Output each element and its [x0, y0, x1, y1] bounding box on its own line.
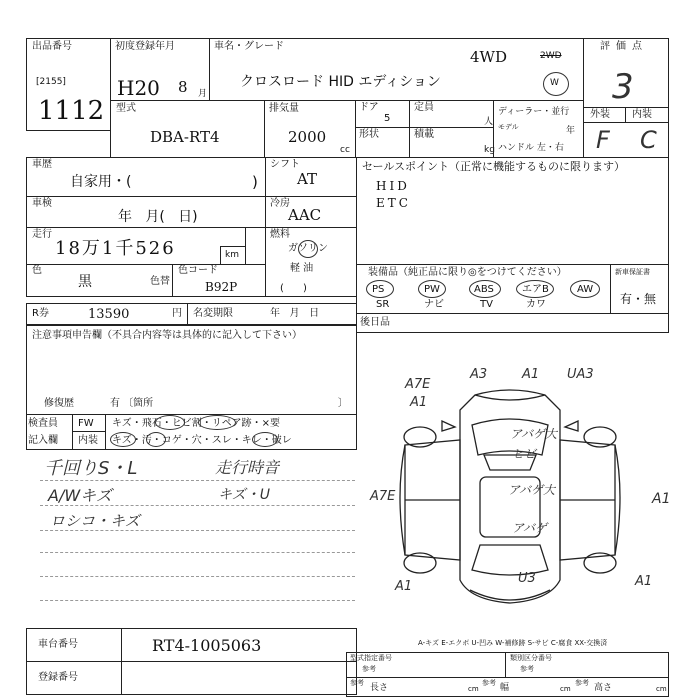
- crack-circle: [198, 415, 236, 430]
- equip-navi: ナビ: [424, 299, 444, 310]
- check-line-2: キズ・汚・コゲ・穴・スレ・キレ・破レ: [112, 435, 292, 446]
- registration-year: H20: [117, 76, 160, 100]
- recycle-label: R券: [32, 308, 49, 319]
- equip-ps: PS: [372, 284, 385, 295]
- length-unit: cm: [468, 685, 479, 693]
- chassis-value: RT4-1005063: [152, 636, 262, 655]
- notes-label: 注意事項申告欄（不具合内容等は具体的に記入して下さい）: [32, 330, 302, 341]
- equip-pw: PW: [424, 284, 440, 295]
- diagram-mark-6: アバゲ大: [510, 427, 558, 441]
- diagram-mark-12: A1: [395, 579, 413, 594]
- repair-close: 〕: [338, 398, 348, 409]
- dealer-model-year: モデル: [498, 123, 519, 131]
- load-unit: kg: [484, 145, 495, 155]
- note-line-2b: キズ・U: [218, 487, 270, 503]
- displacement-value: 2000: [288, 128, 327, 146]
- evaluation-score: 3: [612, 67, 634, 107]
- diagram-mark-4: UA3: [567, 367, 594, 382]
- model-name: クロスロード HID エディション: [240, 74, 441, 90]
- lot-sub-code: [2155]: [36, 77, 66, 87]
- note-line-3a: ロシコ・キズ: [50, 512, 140, 530]
- diagram-mark-7: ヒビ: [512, 447, 537, 461]
- drive-circle-mark: W: [550, 78, 559, 88]
- length-ref: 参考: [350, 679, 364, 687]
- history-value: 自家用・(: [70, 174, 132, 190]
- color-label: 色: [32, 265, 42, 276]
- diagram-mark-10: アバゲ: [512, 521, 548, 535]
- check-line-1: キズ・飛石・ヒビ割・リペア跡・×要: [112, 418, 280, 429]
- history-label: 車歴: [32, 159, 52, 170]
- sales-points-cell: [356, 157, 669, 265]
- width-ref: 参考: [482, 679, 496, 687]
- interior-scratch-circle: [110, 432, 136, 447]
- note-dash-6: [40, 600, 355, 601]
- fuel-gasoline: ガソリン: [288, 243, 328, 254]
- note-dash-2: [40, 505, 355, 506]
- diagram-mark-11: A1: [652, 491, 671, 507]
- evaluation-int-grade: C: [640, 126, 657, 154]
- equip-airbag: エアB: [522, 284, 549, 295]
- equip-ps-circle: [366, 280, 394, 298]
- fuel-parens: ( ): [280, 283, 307, 294]
- doors-value: 5: [384, 113, 391, 124]
- shift-value: AT: [297, 170, 318, 188]
- height-ref: 参考: [575, 679, 589, 687]
- capacity-unit: 人: [484, 117, 494, 127]
- note-dash-4: [40, 552, 355, 553]
- equip-abs-circle: [469, 280, 501, 298]
- interior-wear-circle: [252, 432, 278, 447]
- fuel-diesel: 軽 油: [290, 263, 314, 274]
- evaluation-label: 評価点: [600, 41, 648, 52]
- model-code-label: 型式: [116, 103, 136, 114]
- registration-label: 初度登録年月: [115, 41, 175, 52]
- equip-abs: ABS: [474, 284, 494, 295]
- note-line-2a: A/Wキズ: [48, 486, 112, 505]
- color-code-value: B92P: [205, 280, 238, 294]
- load-label: 積載: [414, 129, 434, 140]
- chassis-label: 車台番号: [38, 639, 78, 650]
- rear-seat-cell: [356, 313, 669, 333]
- lot-label: 出品番号: [32, 41, 72, 52]
- dealer-label: ディーラー・並行: [498, 107, 570, 117]
- mileage-unit: km: [225, 250, 239, 260]
- shape-label: 形状: [359, 129, 379, 140]
- mileage-value: 18万1千526: [55, 238, 176, 259]
- model-code-value: DBA-RT4: [150, 128, 220, 146]
- color-value: 黒: [78, 274, 92, 290]
- fuel-gasoline-circle: [298, 240, 318, 258]
- note-dash-5: [40, 576, 355, 577]
- note-line-1a: 千回りS・L: [44, 458, 138, 479]
- inspection-value: 年 月( 日): [118, 209, 198, 225]
- equip-tv: TV: [480, 299, 493, 310]
- fw-label: FW: [78, 418, 94, 429]
- model-grade-label: 車名・グレード: [214, 41, 284, 52]
- registration-month-unit: 月: [198, 89, 208, 99]
- sales-point-2: ETC: [376, 196, 411, 210]
- new-warranty-value: 有・無: [620, 292, 657, 306]
- recycle-unit: 円: [172, 308, 182, 319]
- diagram-mark-5: A1: [410, 395, 428, 410]
- color-change-label: 色替: [150, 276, 170, 287]
- new-warranty-label: 新車保証書: [615, 268, 650, 276]
- equip-pw-circle: [418, 280, 446, 298]
- sales-point-1: HID: [376, 179, 410, 193]
- length-label: 長さ: [370, 683, 389, 693]
- capacity-label: 定員: [414, 102, 434, 113]
- equip-airbag-circle: [516, 280, 554, 298]
- aircon-value: AAC: [288, 206, 322, 224]
- color-code-label: 色コード: [178, 265, 218, 276]
- diagram-mark-9: アバゲ大: [508, 483, 556, 497]
- history-close: ): [252, 173, 258, 191]
- sales-points-label: セールスポイント（正常に機能するものに限ります）: [362, 160, 626, 173]
- chip-circle: [155, 415, 185, 430]
- rear-seat-label: 後日品: [360, 317, 390, 328]
- history-cell: [26, 157, 266, 197]
- dealer-year-unit: 年: [566, 126, 576, 136]
- evaluation-ext-label: 外装: [590, 109, 610, 120]
- inspection-label: 車検: [32, 198, 52, 209]
- fuel-label: 燃料: [270, 229, 290, 240]
- diagram-mark-13: U3: [518, 571, 536, 586]
- type-designation-ref: 参考: [362, 665, 376, 673]
- inspector-label: 検査員: [28, 418, 58, 429]
- class-label: 類別区分番号: [510, 654, 552, 662]
- aircon-label: 冷房: [270, 198, 290, 209]
- displacement-label: 排気量: [269, 103, 299, 114]
- recycle-value: 13590: [88, 307, 130, 322]
- equip-sr: SR: [376, 299, 390, 310]
- doors-label: ドア: [359, 102, 379, 113]
- note-line-1b: 走行時音: [215, 458, 280, 477]
- width-label: 幅: [500, 683, 510, 693]
- repair-label: 修復歴: [44, 398, 74, 409]
- equip-aw-circle: [570, 280, 600, 298]
- diagram-mark-1: A7E: [405, 377, 431, 392]
- equipment-label: 装備品（純正品に限り◎をつけてください）: [368, 267, 567, 278]
- type-designation-label: 型式指定番号: [350, 654, 392, 662]
- writer-label: 記入欄: [28, 435, 58, 446]
- shift-label: シフト: [270, 159, 300, 170]
- evaluation-int-label: 内装: [632, 109, 652, 120]
- height-unit: cm: [656, 685, 667, 693]
- name-change-value: 年 月 日: [270, 308, 320, 319]
- diagram-mark-2: A3: [470, 367, 488, 382]
- car-damage-diagram: [380, 385, 640, 615]
- registration-month: 8: [178, 78, 188, 96]
- equip-aw: AW: [577, 284, 594, 295]
- name-change-label: 名変期限: [193, 308, 233, 319]
- diagram-mark-14: A1: [635, 574, 653, 589]
- drive-type: 4WD: [470, 48, 507, 66]
- repair-value: 有 〔箇所: [110, 398, 154, 409]
- note-dash-1: [40, 480, 355, 481]
- height-label: 高さ: [594, 683, 613, 693]
- interior-label: 内装: [78, 435, 98, 446]
- mileage-label: 走行: [32, 229, 52, 240]
- note-dash-3: [40, 530, 355, 531]
- reg-number-label: 登録番号: [38, 672, 78, 683]
- width-unit: cm: [560, 685, 571, 693]
- diagram-mark-8: A7E: [370, 489, 396, 504]
- dealer-handle: ハンドル 左・右: [498, 143, 564, 153]
- lot-number: 1112: [38, 96, 105, 126]
- drive-alt: 2WD: [540, 51, 562, 61]
- interior-stain-circle: [146, 432, 166, 447]
- displacement-unit: cc: [340, 145, 350, 155]
- equip-leather: カワ: [526, 299, 546, 310]
- damage-legend: A-キズ E-エクボ U-凹み W-補修跡 S-サビ C-腐食 XX-交換済: [418, 639, 608, 647]
- class-ref: 参考: [520, 665, 534, 673]
- evaluation-ext-grade: F: [596, 126, 610, 154]
- diagram-mark-3: A1: [522, 367, 540, 382]
